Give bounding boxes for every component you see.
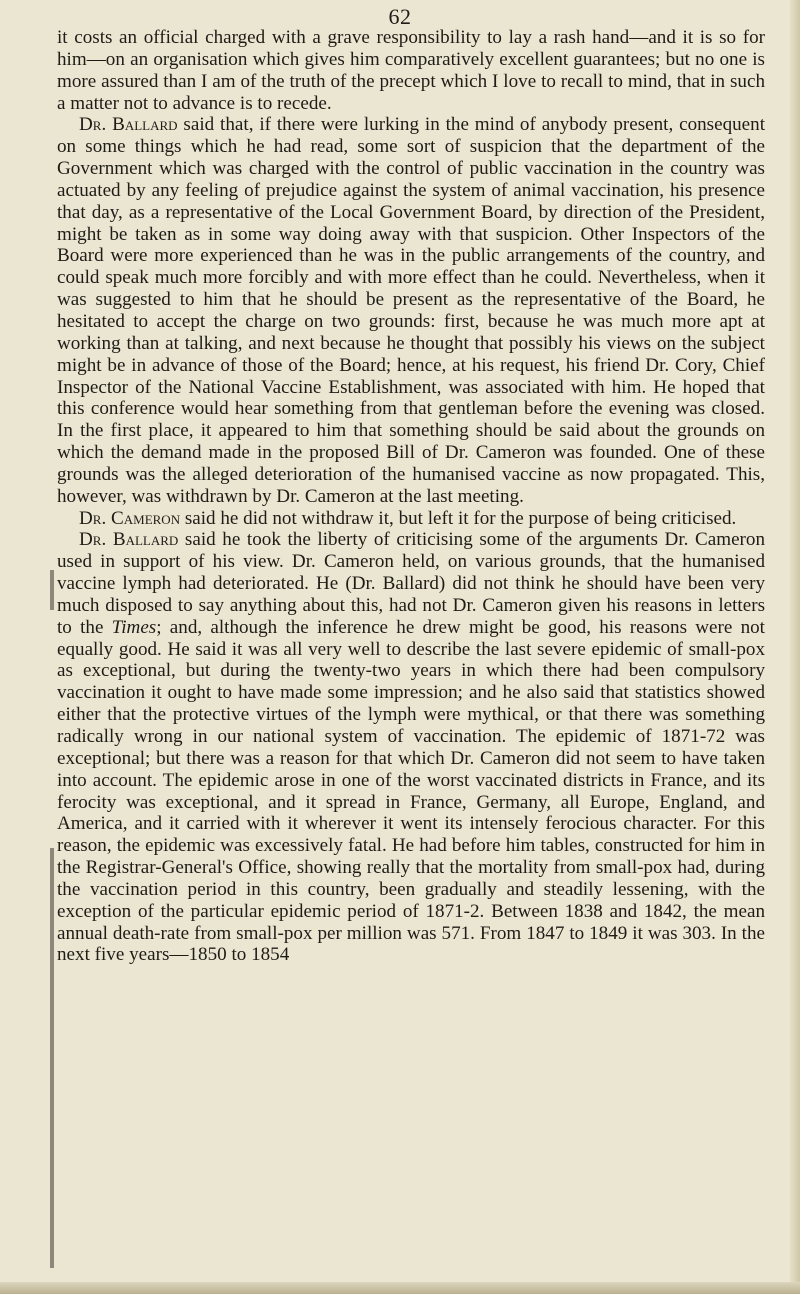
page-number: 62 bbox=[388, 4, 412, 29]
paragraph-text: ; and, although the inference he drew might be good, his reasons were not equally good. He said it was all very well to describe the last severe epidemic of small-pox as exceptional, but during the twenty-two years in which there had been compulsory vaccination it ought to have made some impression; and he also said that statistics showed either that the protective virtues of the lymph were mythical, or that there was something radically wrong in our national system of vaccination. The epidemic of 1871-72 was exceptional; but there was a reason for that which Dr. Cameron did not seem to have taken into account. The epidemic arose in one of the worst vaccinated districts in France, and its ferocity was exceptional, and it spread in France, Germany, all Europe, England, and America, and it carried with it wherever it went its intensely ferocious character. For this reason, the epidemic was excessively fatal. He had before him tables, constructed for him in the Registrar-General's Office, showing really that the mortality from small-pox had, during the vaccination period in this country, been gradually and steadily lessening, with the exception of the particular epidemic period of 1871-2. Between 1838 and 1842, the mean annual death-rate from small-pox per million was 571. From 1847 to 1849 it was 303. In the next five years—1850 to 1854 bbox=[57, 616, 765, 966]
paragraph-text: it costs an official charged with a grave responsibility to lay a rash hand—and it is so for him—on an organisation which gives him comparatively excellent guarantees; but no one is more assured than I am of the truth of the precept which I love to recall to mind, that in such a matter not to advance is to recede. bbox=[57, 27, 765, 114]
speaker-name: Dr. Ballard bbox=[79, 114, 178, 136]
margin-bleed-mark bbox=[50, 848, 54, 1268]
paragraph-text: said he did not withdraw it, but left it for the purpose of being criticised. bbox=[180, 507, 737, 529]
newspaper-title: Times bbox=[111, 616, 157, 638]
paragraph bbox=[57, 529, 765, 966]
paragraph bbox=[57, 508, 765, 530]
margin-bleed-mark bbox=[50, 570, 54, 610]
paragraph-text: said that, if there were lurking in the mind of anybody present, consequent on some things which he had read, some sort of suspicion that the department of the Government which was charged with the control of public vaccination in the country was actuated by any feeling of prejudice against the system of animal vaccination, his presence that day, as a representative of the Local Government Board, by direction of the President, might be taken as in some way doing away with that suspicion. Other Inspectors of the Board were more experienced than he was in the public arrangements of the country, and could speak much more forcibly and with more effect than he could. Nevertheless, when it was suggested to him that he should be present as the representative of the Board, he hesitated to accept the charge on two grounds: first, because he was much more apt at working than at talking, and next because he thought that possibly his views on the subject might be in advance of those of the Board; hence, at his request, his friend Dr. Cory, Chief Inspector of the National Vaccine Establishment, was associated with him. He hoped that this conference would hear something from that gentleman before the evening was closed. In the first place, it appeared to him that something should be said about the grounds on which the demand made in the proposed Bill of Dr. Cameron was founded. One of these grounds was the alleged deterioration of the humanised vaccine as now propagated. This, however, was withdrawn by Dr. Cameron at the last meeting. bbox=[57, 114, 765, 507]
page-edge-bottom bbox=[0, 1282, 800, 1294]
paragraph bbox=[57, 27, 765, 114]
paragraph bbox=[57, 114, 765, 507]
speaker-name: Dr. Ballard bbox=[79, 529, 179, 551]
page-edge-right bbox=[790, 0, 800, 1294]
paragraph-text-start: said he took the liberty of criticising some of the arguments Dr. Cameron used in support of his view. Dr. Cameron held, on various grounds, that the humanised vaccine lymph had deteriorated. He (Dr. Ballard) did not think he should have been very much disposed to say anything about this, had not Dr. Cameron given his reasons in letters to the bbox=[57, 529, 765, 638]
body-text bbox=[57, 27, 765, 966]
speaker-name: Dr. Cameron bbox=[79, 507, 181, 529]
